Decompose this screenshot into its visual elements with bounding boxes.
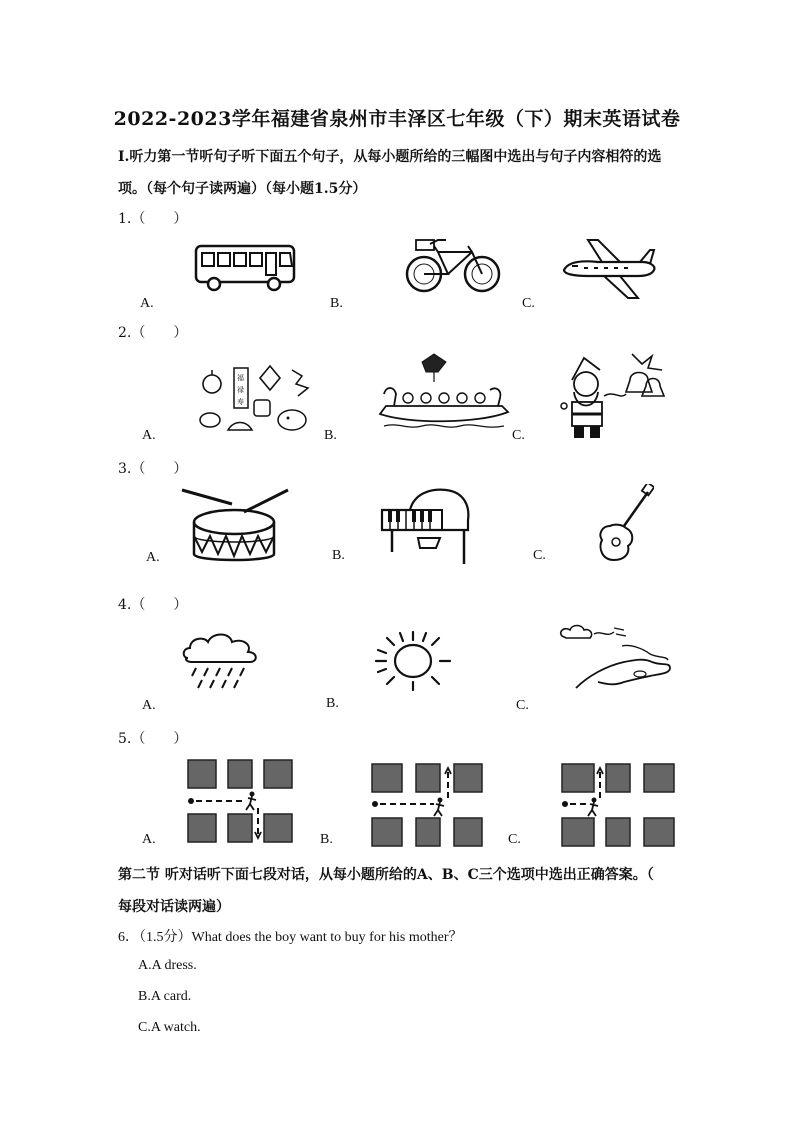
q1-option-a: A.	[140, 296, 154, 311]
spring-festival-icon	[198, 362, 318, 438]
section1-instruction-line1: Ⅰ.听力第一节听句子听下面五个句子，从每小题所给的三幅图中选出与句子内容相符的选	[118, 149, 662, 165]
section2-instruction-line2: 每段对话读两遍）	[118, 899, 230, 915]
q5-option-a: A.	[142, 832, 156, 847]
question-2-number: 2.（ ）	[118, 325, 188, 341]
exam-title: 2022-2023学年福建省泉州市丰泽区七年级（下）期末英语试卷	[113, 108, 681, 130]
question-5-number: 5.（ ）	[118, 731, 188, 747]
question-4-number: 4.（ ）	[118, 597, 188, 613]
q6-choice-c: C.A watch.	[138, 1020, 201, 1035]
svg-text:寿: 寿	[237, 398, 244, 406]
christmas-icon	[556, 350, 668, 440]
route-map-down-icon	[186, 758, 294, 844]
question-6-stem: 6．（1.5分）What does the boy want to buy for his mother？	[118, 930, 463, 945]
q3-option-a: A.	[146, 550, 160, 565]
q4-option-b: B.	[326, 696, 339, 711]
q5-option-c: C.	[508, 832, 521, 847]
guitar-icon	[596, 484, 654, 564]
q6-choice-b: B.A card.	[138, 989, 192, 1004]
bicycle-icon	[404, 236, 502, 294]
svg-text:福: 福	[237, 374, 244, 382]
q2-option-b: B.	[324, 428, 337, 443]
rain-cloud-icon	[182, 630, 260, 692]
q2-option-a: A.	[142, 428, 156, 443]
route-map-up-left-icon	[560, 762, 676, 848]
airplane-icon	[558, 238, 658, 300]
section2-instruction-line1: 第二节 听对话听下面七段对话，从每小题所给的A、B、C三个选项中选出正确答案。（	[118, 867, 654, 883]
q6-choice-a: A.A dress.	[138, 958, 197, 973]
q5-option-b: B.	[320, 832, 333, 847]
q3-option-b: B.	[332, 548, 345, 563]
route-map-up-icon	[370, 762, 484, 848]
dragon-boat-icon	[378, 350, 510, 432]
question-1-number: 1.（ ）	[118, 211, 188, 227]
sun-icon	[372, 630, 454, 692]
question-3-number: 3.（ ）	[118, 461, 188, 477]
q1-option-b: B.	[330, 296, 343, 311]
q2-option-c: C.	[512, 428, 525, 443]
q4-option-a: A.	[142, 698, 156, 713]
svg-text:禄: 禄	[237, 386, 244, 394]
section1-instruction-line2: 项。（每个句子读两遍）（每小题1.5分）	[118, 181, 367, 197]
q4-option-c: C.	[516, 698, 529, 713]
drum-icon	[178, 484, 292, 568]
q3-option-c: C.	[533, 548, 546, 563]
wind-icon	[558, 622, 674, 694]
q1-option-c: C.	[522, 296, 535, 311]
piano-icon	[380, 486, 472, 566]
bus-icon	[194, 244, 298, 292]
